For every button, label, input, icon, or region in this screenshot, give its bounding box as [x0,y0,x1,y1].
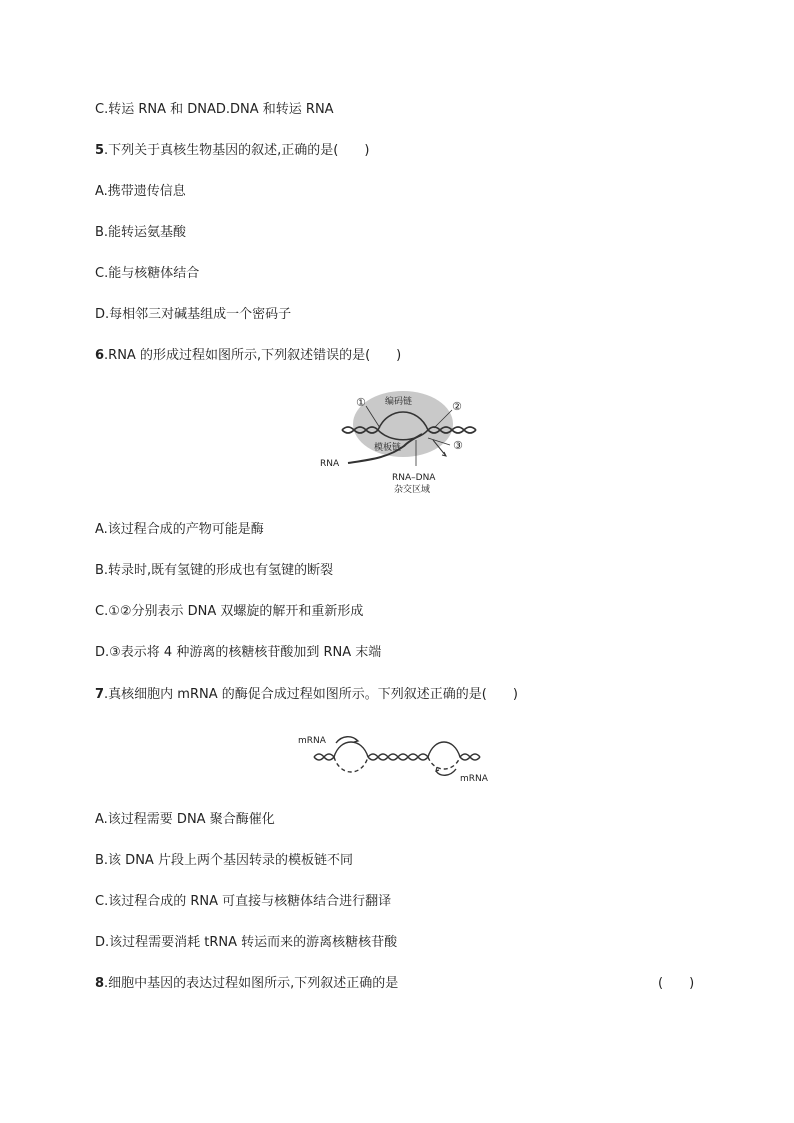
q5-option-a: A.携带遗传信息 [95,184,186,199]
right-bubble-bottom [428,757,460,769]
q7-option-d: D.该过程需要消耗 tRNA 转运而来的游离核糖核苷酸 [95,935,398,950]
right-bubble-top [428,742,460,757]
transcription-diagram [318,388,498,500]
label-2: ② [452,400,462,413]
right-mrna-arrow [436,769,456,775]
q7-option-b: B.该 DNA 片段上两个基因转录的模板链不同 [95,853,353,868]
q6-option-b: B.转录时,既有氢键的形成也有氢键的断裂 [95,563,334,578]
left-bubble-top [334,742,368,757]
question-6 [95,347,401,365]
q6-option-c: C.①②分别表示 DNA 双螺旋的解开和重新形成 [95,604,364,619]
q6-option-a: A.该过程合成的产物可能是酶 [95,522,264,537]
question-number: 8 [95,976,105,991]
question-number: 5 [95,143,105,158]
left-arrowhead-icon [354,739,358,742]
label-3: ③ [453,439,463,452]
hybrid-region-label-1: RNA–DNA [392,473,436,483]
option-c-previous: C.转运 RNA 和 DNAD.DNA 和转运 RNA [95,102,334,117]
q7-option-c: C.该过程合成的 RNA 可直接与核糖体结合进行翻译 [95,894,392,909]
question-stem: .细胞中基因的表达过程如图所示,下列叙述正确的是 [104,976,399,991]
rna-label: RNA [320,459,340,469]
label-1: ① [356,396,366,409]
mrna-synthesis-diagram [296,727,496,787]
mrna-label-right: mRNA [460,774,488,784]
question-7 [95,686,518,704]
question-8 [95,975,398,993]
left-bubble-bottom [334,757,368,772]
template-strand-label: 模板链 [374,443,402,453]
q7-option-a: A.该过程需要 DNA 聚合酶催化 [95,812,275,827]
q5-option-d: D.每相邻三对碱基组成一个密码子 [95,307,292,322]
question-stem: .下列关于真核生物基因的叙述,正确的是( ) [104,143,370,158]
question-stem: .真核细胞内 mRNA 的酶促合成过程如图所示。下列叙述正确的是( ) [104,687,518,702]
q5-option-b: B.能转运氨基酸 [95,225,187,240]
hybrid-region-label-2: 杂交区域 [394,485,431,495]
mrna-label-left: mRNA [298,736,326,746]
q6-option-d: D.③表示将 4 种游离的核糖核苷酸加到 RNA 末端 [95,645,382,660]
helix-middle-2 [368,754,428,760]
question-number: 6 [95,348,105,363]
question-stem: .RNA 的形成过程如图所示,下列叙述错误的是( ) [104,348,402,363]
answer-parentheses: ( ) [658,976,695,991]
question-number: 7 [95,687,105,702]
q5-option-c: C.能与核糖体结合 [95,266,200,281]
question-5 [95,142,369,160]
coding-strand-label: 编码链 [385,397,413,407]
